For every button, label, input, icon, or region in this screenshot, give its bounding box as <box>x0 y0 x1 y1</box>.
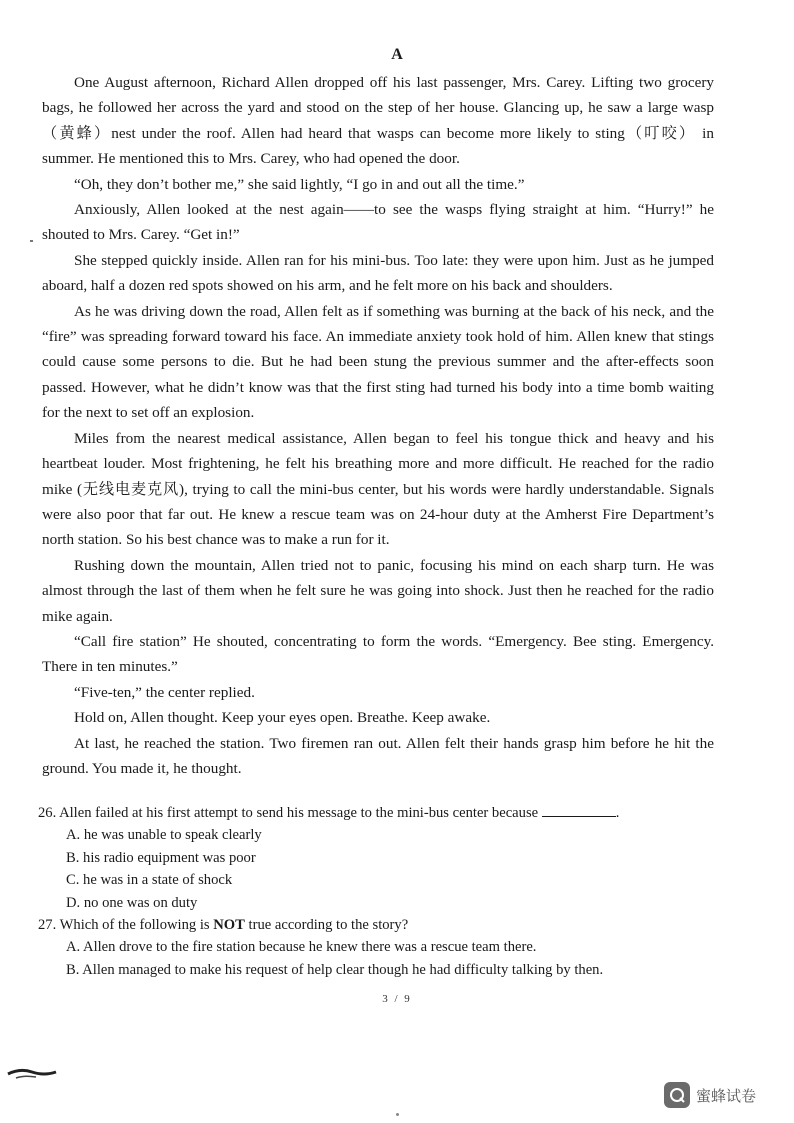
passage-paragraph: As he was driving down the road, Allen felt as if something was burning at the back of his neck, and the “fire” was spreading forward toward his face. An immediate anxiety took hold of him. Allen knew that stings could cause some persons to die. But he had been stung the previous summer and the after-effects soon passed. However, what he didn’t know was that the first sting had turned his body into a time bomb waiting for the next to set off an explosion. <box>42 302 714 422</box>
option-b: B. Allen managed to make his request of help clear though he had difficulty talking by then. <box>66 961 604 978</box>
question-stem <box>38 802 728 824</box>
option-d: D. no one was on duty <box>66 894 198 911</box>
question-stem-text: true according to the story? <box>248 917 409 934</box>
question-stem-end: . <box>615 805 620 821</box>
question-stem-text: 26. Allen failed at his first attempt to send his message to the mini-bus center because <box>38 805 539 821</box>
reading-passage <box>42 70 714 781</box>
passage-paragraph: Hold on, Allen thought. Keep your eyes open. Breathe. Keep awake. <box>74 709 491 727</box>
question-stem <box>38 914 728 936</box>
passage-paragraph: She stepped quickly inside. Allen ran for his mini-bus. Too late: they were upon him. Just as he jumped aboard, half a dozen red spots showed on his arm, and he felt more on his back and shoulders. <box>42 251 714 295</box>
section-label: A <box>391 46 403 63</box>
scribble-mark <box>6 1066 62 1088</box>
watermark <box>664 1080 756 1110</box>
passage-paragraph: “Call fire station” He shouted, concentrating to form the words. “Emergency. Bee sting. Emergency. There in ten minutes.” <box>42 632 714 676</box>
option-a: A. he was unable to speak clearly <box>66 827 262 844</box>
question-stem-text: 27. Which of the following is <box>38 917 210 934</box>
question-stem-emphasis: NOT <box>213 917 245 934</box>
question-list <box>38 802 728 981</box>
passage-paragraph: “Five-ten,” the center replied. <box>74 683 255 701</box>
speck <box>396 1113 399 1116</box>
passage-paragraph: Rushing down the mountain, Allen tried not to panic, focusing his mind on each sharp turn. He was almost through the last of them when he felt sure he was going into shock. Just then he reached for the radio mike again. <box>42 556 714 625</box>
passage-paragraph: “Oh, they don’t bother me,” she said lightly, “I go in and out all the time.” <box>74 175 525 193</box>
speck <box>30 240 33 242</box>
question-27 <box>38 914 728 981</box>
passage-paragraph: Miles from the nearest medical assistance, Allen began to feel his tongue thick and heavy and his heartbeat louder. Most frightening, he felt his breathing more and more difficult. He reached for the radio mike (无线电麦克风), trying to call the mini-bus center, but his words were hardly understandable. Signals were also poor that far out. He knew a rescue team was on 24-hour duty at the Amherst Fire Department’s north station. So his best chance was to make a run for it. <box>42 429 714 549</box>
question-26 <box>38 802 728 914</box>
option-c: C. he was in a state of shock <box>66 872 233 889</box>
passage-paragraph: At last, he reached the station. Two firemen ran out. Allen felt their hands grasp him before he hit the ground. You made it, he thought. <box>42 734 714 777</box>
answer-blank <box>542 802 616 817</box>
page-number: 3 / 9 <box>382 993 412 1005</box>
passage-paragraph: Anxiously, Allen looked at the nest again——to see the wasps flying straight at him. “Hurry!” he shouted to Mrs. Carey. “Get in!” <box>42 201 714 244</box>
watermark-text: 蜜蜂试卷 <box>696 1086 757 1105</box>
option-b: B. his radio equipment was poor <box>66 849 256 866</box>
bee-logo-icon <box>664 1082 690 1108</box>
passage-paragraph: One August afternoon, Richard Allen dropped off his last passenger, Mrs. Carey. Lifting two grocery bags, he followed her across the yard and stood on the step of her house. Glancing up, he saw a large wasp（黄蜂）nest under the roof. Allen had heard that wasps can become more likely to sting（叮咬） in summer. He mentioned this to Mrs. Carey, who had opened the door. <box>42 74 714 168</box>
option-a: A. Allen drove to the fire station because he knew there was a rescue team there. <box>66 939 537 956</box>
